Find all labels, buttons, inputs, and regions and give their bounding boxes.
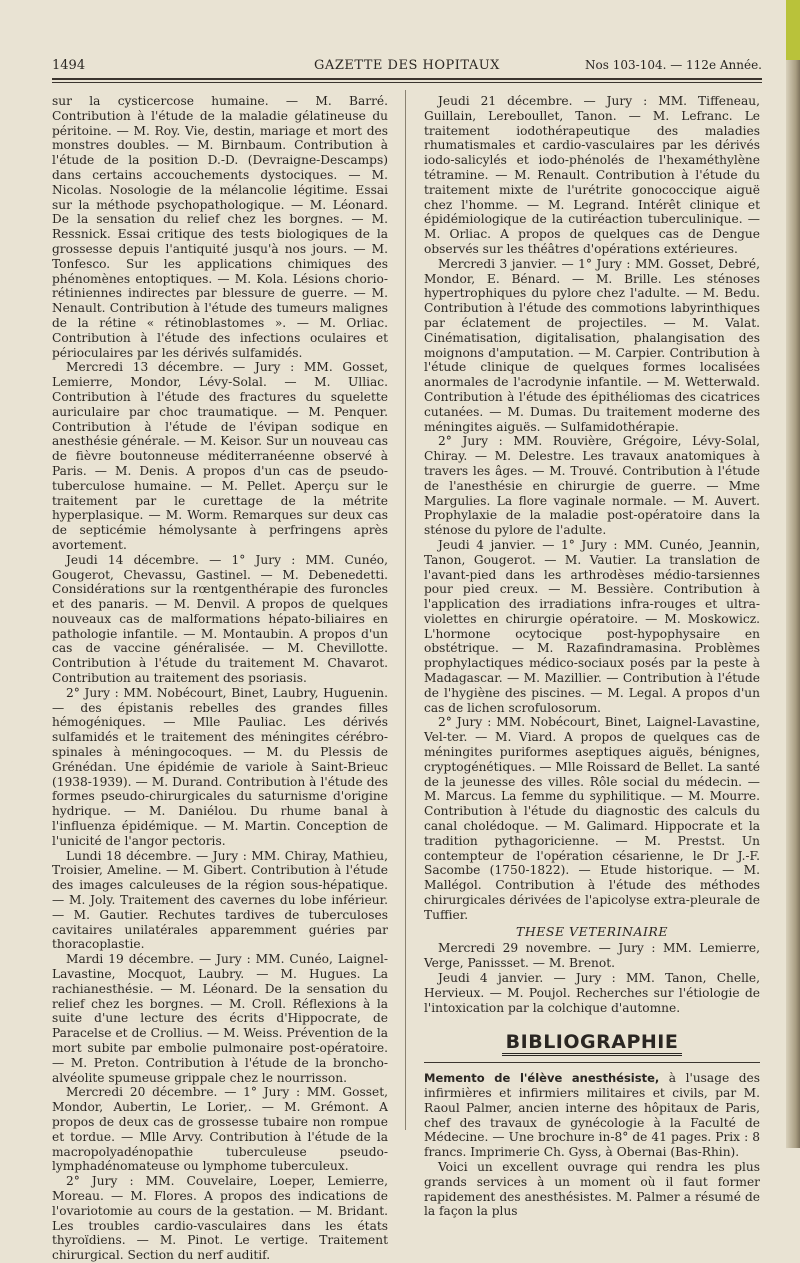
header-rule-thin	[52, 82, 762, 83]
page-number: 1494	[52, 58, 86, 73]
book-title: Memento de l'élève anesthésiste,	[424, 1071, 660, 1086]
journal-title: GAZETTE DES HOPITAUX	[314, 58, 500, 73]
paragraph: Mercredi 3 janvier. — 1° Jury : MM. Gosset, Debré, Mondor, E. Bénard. — M. Brille. Les sténoses hypertrophiques du pylore chez l'adulte. — M. Bedu. Contribution à l'étude des commotions labyrinthiques par éclatement de projectiles. — M. Valat. Cinématisation, digitalisation, phalangisation des moignons d'amputation. — M. Carpier. Contribution à l'étude clinique de quelques formes localisées anormales de l'acrodynie infantile. — M. Wetterwald. Contribution à l'étude des épithéliomas des cicatrices cutanées. — M. Dumas. Du traitement moderne des méningites aiguës. — Sulfamidothérapie.	[424, 256, 760, 434]
page-edge-marker	[786, 0, 800, 60]
issue-number: Nos 103-104. — 112e Année.	[585, 58, 762, 72]
paragraph: Mercredi 29 novembre. — Jury : MM. Lemierre, Verge, Panissset. — M. Brenot.	[424, 941, 760, 971]
paragraph: Jeudi 4 janvier. — Jury : MM. Tanon, Chelle, Hervieux. — M. Poujol. Recherches sur l'étiologie de l'intoxication par la colchique d'automne.	[424, 971, 760, 1015]
bibliography-entry	[424, 1071, 760, 1160]
paragraph: 2° Jury : MM. Couvelaire, Loeper, Lemierre, Moreau. — M. Flores. A propos des indications de l'ovariotomie au cours de la gestation. — M. Bridant. Les troubles cardio-vasculaires dans les états thyroïdiens. — M. Pinot. Le vertige. Traitement chirurgical. Section du nerf auditif.	[52, 1174, 388, 1263]
veterinary-heading: THESE VETERINAIRE	[516, 923, 668, 939]
paragraph: Mercredi 13 décembre. — Jury : MM. Gosset, Lemierre, Mondor, Lévy-Solal. — M. Ulliac. Contribution à l'étude des fractures du squelette auriculaire par choc traumatique. — M. Penquer. Contribution à l'étude de l'évipan sodique en anesthésie générale. — M. Keisor. Sur un nouveau cas de fièvre boutonneuse méditerranéenne observé à Paris. — M. Denis. A propos d'un cas de pseudo-tuberculose humaine. — M. Pellet. Aperçu sur le traitement par le curettage de la métrite hyperplasique. — M. Worm. Remarques sur deux cas de septicémie hémolysante à perfringens après avortement.	[52, 360, 388, 552]
paragraph: 2° Jury : MM. Nobécourt, Binet, Laubry, Huguenin. — des épistanis rebelles des grandes filles hémogéniques. — Mlle Pauliac. Les dérivés sulfamidés et le traitement des méningites cérébro-spinales à méningocoques. — M. du Plessis de Grénédan. Une épidémie de variole à Saint-Brieuc (1938-1939). — M. Durand. Contribution à l'étude des formes pseudo-chirurgicales du saturnisme d'origine hydrique. — M. Daniélou. Du rhume banal à l'influenza épidémique. — M. Martin. Conception de l'unicité de l'angor pectoris.	[52, 685, 388, 848]
paragraph: Lundi 18 décembre. — Jury : MM. Chiray, Mathieu, Troisier, Ameline. — M. Gibert. Contribution à l'étude des images calculeuses de la région sous-hépatique. — M. Joly. Traitement des cavernes du lobe inférieur. — M. Gautier. Rechutes tardives de tuberculoses cavitaires unilatérales apparemment guéries par thoracoplastie.	[52, 848, 388, 952]
page-edge-shadow	[786, 0, 800, 1148]
bibliography-rule	[424, 1062, 760, 1063]
bibliography-heading: BIBLIOGRAPHIE	[502, 1035, 683, 1056]
paragraph: Jeudi 14 décembre. — 1° Jury : MM. Cunéo, Gougerot, Chevassu, Gastinel. — M. Debenedetti. Considérations sur la rœntgenthérapie des furoncles et des panaris. — M. Denvil. A propos de quelques nouveaux cas de malformations hépato-biliaires en pathologie infantile. — M. Montaubin. A propos d'un cas de vaccine généralisée. — M. Chevillotte. Contribution à l'étude du traitement M. Chavarot. Contribution au traitement des psoriasis.	[52, 552, 388, 686]
paragraph: Jeudi 21 décembre. — Jury : MM. Tiffeneau, Guillain, Lereboullet, Tanon. — M. Lefranc. Le traitement iodothérapeutique des maladies rhumatismales et cardio-vasculaires par les dérivés iodo-salicylés et iodo-phénolés de l'hexaméthylène tétramine. — M. Renault. Contribution à l'étude du traitement mixte de l'urétrite gonococcique aiguë chez l'homme. — M. Legrand. Intérêt clinique et épidémiologique de la cutiréaction tuberculinique. — M. Orliac. A propos de quelques cas de Dengue observés sur les théâtres d'opérations extérieures.	[424, 94, 760, 256]
right-column	[424, 94, 760, 1219]
paragraph: sur la cysticercose humaine. — M. Barré. Contribution à l'étude de la maladie gélatineuse du péritoine. — M. Roy. Vie, destin, mariage et mort des monstres doubles. — M. Birnbaum. Contribution à l'étude de la position D.-D. (Devraigne-Descamps) dans certains accouchements dystociques. — M. Nicolas. Nosologie de la mélancolie légitime. Essai sur la méthode psychopathologique. — M. Léonard. De la sensation du relief chez les borgnes. — M. Ressnick. Essai critique des tests biologiques de la grossesse depuis l'antiquité jusqu'à nos jours. — M. Tonfesco. Sur les applications chimiques des phénomènes entoptiques. — M. Kola. Lésions chorio-rétiniennes indirectes par blessure de guerre. — M. Nenault. Contribution à l'étude des tumeurs malignes de la rétine « rétinoblastomes ». — M. Orliac. Contribution à l'étude des infections oculaires et périoculaires par les dérivés sulfamidés.	[52, 94, 388, 360]
paragraph: Mercredi 20 décembre. — 1° Jury : MM. Gosset, Mondor, Aubertin, Le Lorier,. — M. Grémont. A propos de deux cas de grossesse tubaire non rompue et tordue. — Mlle Arvy. Contribution à l'étude de la macropolyadénopathie tuberculeuse pseudo-lymphadénomateuse ou lymphome tuberculeux.	[52, 1085, 388, 1174]
left-column	[52, 94, 388, 1263]
paragraph: Mardi 19 décembre. — Jury : MM. Cunéo, Laignel-Lavastine, Mocquot, Laubry. — M. Hugues. La rachianesthésie. — M. Léonard. De la sensation du relief chez les borgnes. — M. Croll. Réflexions à la suite d'une lecture des écrits d'Hippocrate, de Paracelse et de Crollius. — M. Weiss. Prévention de la mort subite par embolie pulmonaire post-opératoire. — M. Preton. Contribution à l'étude de la broncho-alvéolite spumeuse grippale chez le nourrisson.	[52, 952, 388, 1085]
paragraph: 2° Jury : MM. Rouvière, Grégoire, Lévy-Solal, Chiray. — M. Delestre. Les travaux anatomiques à travers les âges. — M. Trouvé. Contribution à l'étude de l'anesthésie en chirurgie de guerre. — Mme Margulies. La flore vaginale normale. — M. Auvert. Prophylaxie de la maladie post-opératoire dans la sténose du pylore de l'adulte.	[424, 434, 760, 538]
book-details: à l'usage des infirmières et infirmiers militaires et civils, par M. Raoul Palmer, ancien interne des hôpitaux de Paris, chef des travaux de gynécologie à la Faculté de Médecine. — Une brochure in-8° de 41 pages. Prix : 8 francs. Imprimerie Ch. Gyss, à Obernai (Bas-Rhin).	[424, 1071, 760, 1160]
column-divider	[405, 90, 406, 1130]
bibliography-review: Voici un excellent ouvrage qui rendra les plus grands services à un moment où il faut former rapidement des anesthésistes. M. Palmer a résumé de la façon la plus	[424, 1159, 760, 1219]
paragraph: Jeudi 4 janvier. — 1° Jury : MM. Cunéo, Jeannin, Tanon, Gougerot. — M. Vautier. La translation de l'avant-pied dans les arthrodèses médio-tarsiennes pour pied creux. — M. Bessière. Contribution à l'application des irradiations infra-rouges et ultra-violettes en chirurgie opératoire. — M. Moskowicz. L'hormone ocytocique post-hypophysaire en obstétrique. — M. Razafindramasina. Problèmes prophylactiques médico-sociaux posés par la peste à Madagascar. — M. Mazillier. — Contribution à l'étude de l'hygiène des piscines. — M. Legal. A propos d'un cas de lichen scrofulosorum.	[424, 537, 760, 715]
page-header	[52, 56, 762, 78]
bibliography-heading-wrap	[424, 1031, 760, 1056]
header-rule-thick	[52, 78, 762, 80]
paragraph: 2° Jury : MM. Nobécourt, Binet, Laignel-Lavastine, Vel-ter. — M. Viard. A propos de quelques cas de méningites puriformes aseptiques aiguës, bénignes, cryptogénétiques. — Mlle Roissard de Bellet. La santé de la jeunesse des villes. Rôle social du médecin. — M. Marcus. La femme du syphilitique. — M. Mourre. Contribution à l'étude du diagnostic des calculs du canal cholédoque. — M. Galimard. Hippocrate et la tradition pythagoricienne. — M. Prestst. Un contempteur de l'opération césarienne, le Dr J.-F. Sacombe (1750-1822). — Etude historique. — M. Mallégol. Contribution à l'étude des méthodes chirurgicales dérivées de l'apicolyse extra-pleurale de Tuffier.	[424, 715, 760, 922]
